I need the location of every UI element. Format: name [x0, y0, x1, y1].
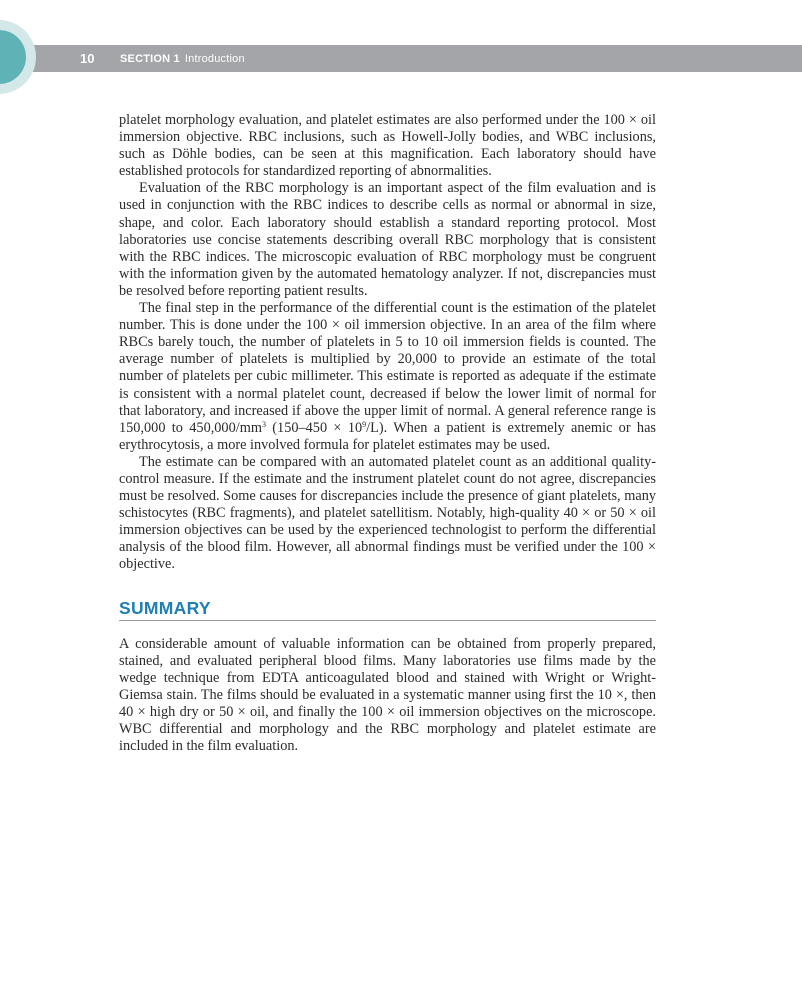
- superscript-exponent: 9: [362, 419, 367, 429]
- body-paragraph-1: platelet morphology evaluation, and platelet estimates are also performed under the 100 × oil immersion objective. RBC inclusions, such as Howell-Jolly bodies, and WBC inclusions, such as Döhle bodies, can be seen at this magnification. Each laboratory should have established protocols for standardized reporting of abnormalities.: [119, 112, 656, 180]
- summary-heading: SUMMARY: [119, 600, 656, 621]
- body-paragraph-3: [119, 300, 656, 454]
- superscript-cubed: 3: [261, 419, 266, 429]
- running-header-section: [120, 53, 245, 65]
- paragraph-3-text-a: The final step in the performance of the differential count is the estimation of the platelet number. This is done under the 100 × oil immersion objective. In an area of the film where RBCs barely touch, the number of platelets in 5 to 10 oil immersion fields is counted. The average number of platelets is multiplied by 20,000 to provide an estimate of the total number of platelets per cubic millimeter. This estimate is reported as adequate if the estimate is consistent with a normal platelet count, decreased if below the lower limit of normal for that laboratory, and increased if above the upper limit of normal. A general reference range is 150,000 to 450,000/mm: [119, 300, 656, 436]
- body-paragraph-4: The estimate can be compared with an automated platelet count as an additional quality-control measure. If the estimate and the instrument platelet count do not agree, discrepancies must be resolved. Some causes for discrepancies include the presence of giant platelets, many schistocytes (RBC fragments), and platelet satellitism. Notably, high-quality 40 × or 50 × oil immersion objectives can be used by the experienced technologist to perform the differential analysis of the blood film. However, all abnormal findings must be verified under the 100 × objective.: [119, 453, 656, 573]
- page-body: [119, 112, 656, 755]
- page-number: 10: [80, 51, 95, 66]
- section-title: Introduction: [184, 53, 245, 65]
- section-label: SECTION 1: [120, 53, 180, 65]
- summary-paragraph: A considerable amount of valuable information can be obtained from properly prepared, stained, and evaluated peripheral blood films. Many laboratories use films made by the wedge technique from EDTA anticoagulated blood and stained with Wright or Wright-Giemsa stain. The films should be evaluated in a systematic manner using first the 10 ×, then 40 × high dry or 50 × oil, and finally the 100 × oil immersion objectives on the microscope. WBC differential and morphology and the RBC morphology and platelet estimate are included in the film evaluation.: [119, 635, 656, 755]
- paragraph-3-text-b: (150–450 × 10: [265, 419, 363, 436]
- paragraph-3-text-c: /L). When a patient is extremely anemic or has erythrocytosis, a more involved formula for platelet estimates may be used.: [119, 419, 656, 453]
- body-paragraph-2: Evaluation of the RBC morphology is an important aspect of the film evaluation and is used in conjunction with the RBC indices to describe cells as normal or abnormal in size, shape, and color. Each laboratory should establish a standard reporting protocol. Most laboratories use concise statements describing overall RBC morphology that is consistent with the RBC indices. The microscopic evaluation of RBC morphology must be congruent with the information given by the automated hematology analyzer. If not, discrepancies must be resolved before reporting patient results.: [119, 180, 656, 299]
